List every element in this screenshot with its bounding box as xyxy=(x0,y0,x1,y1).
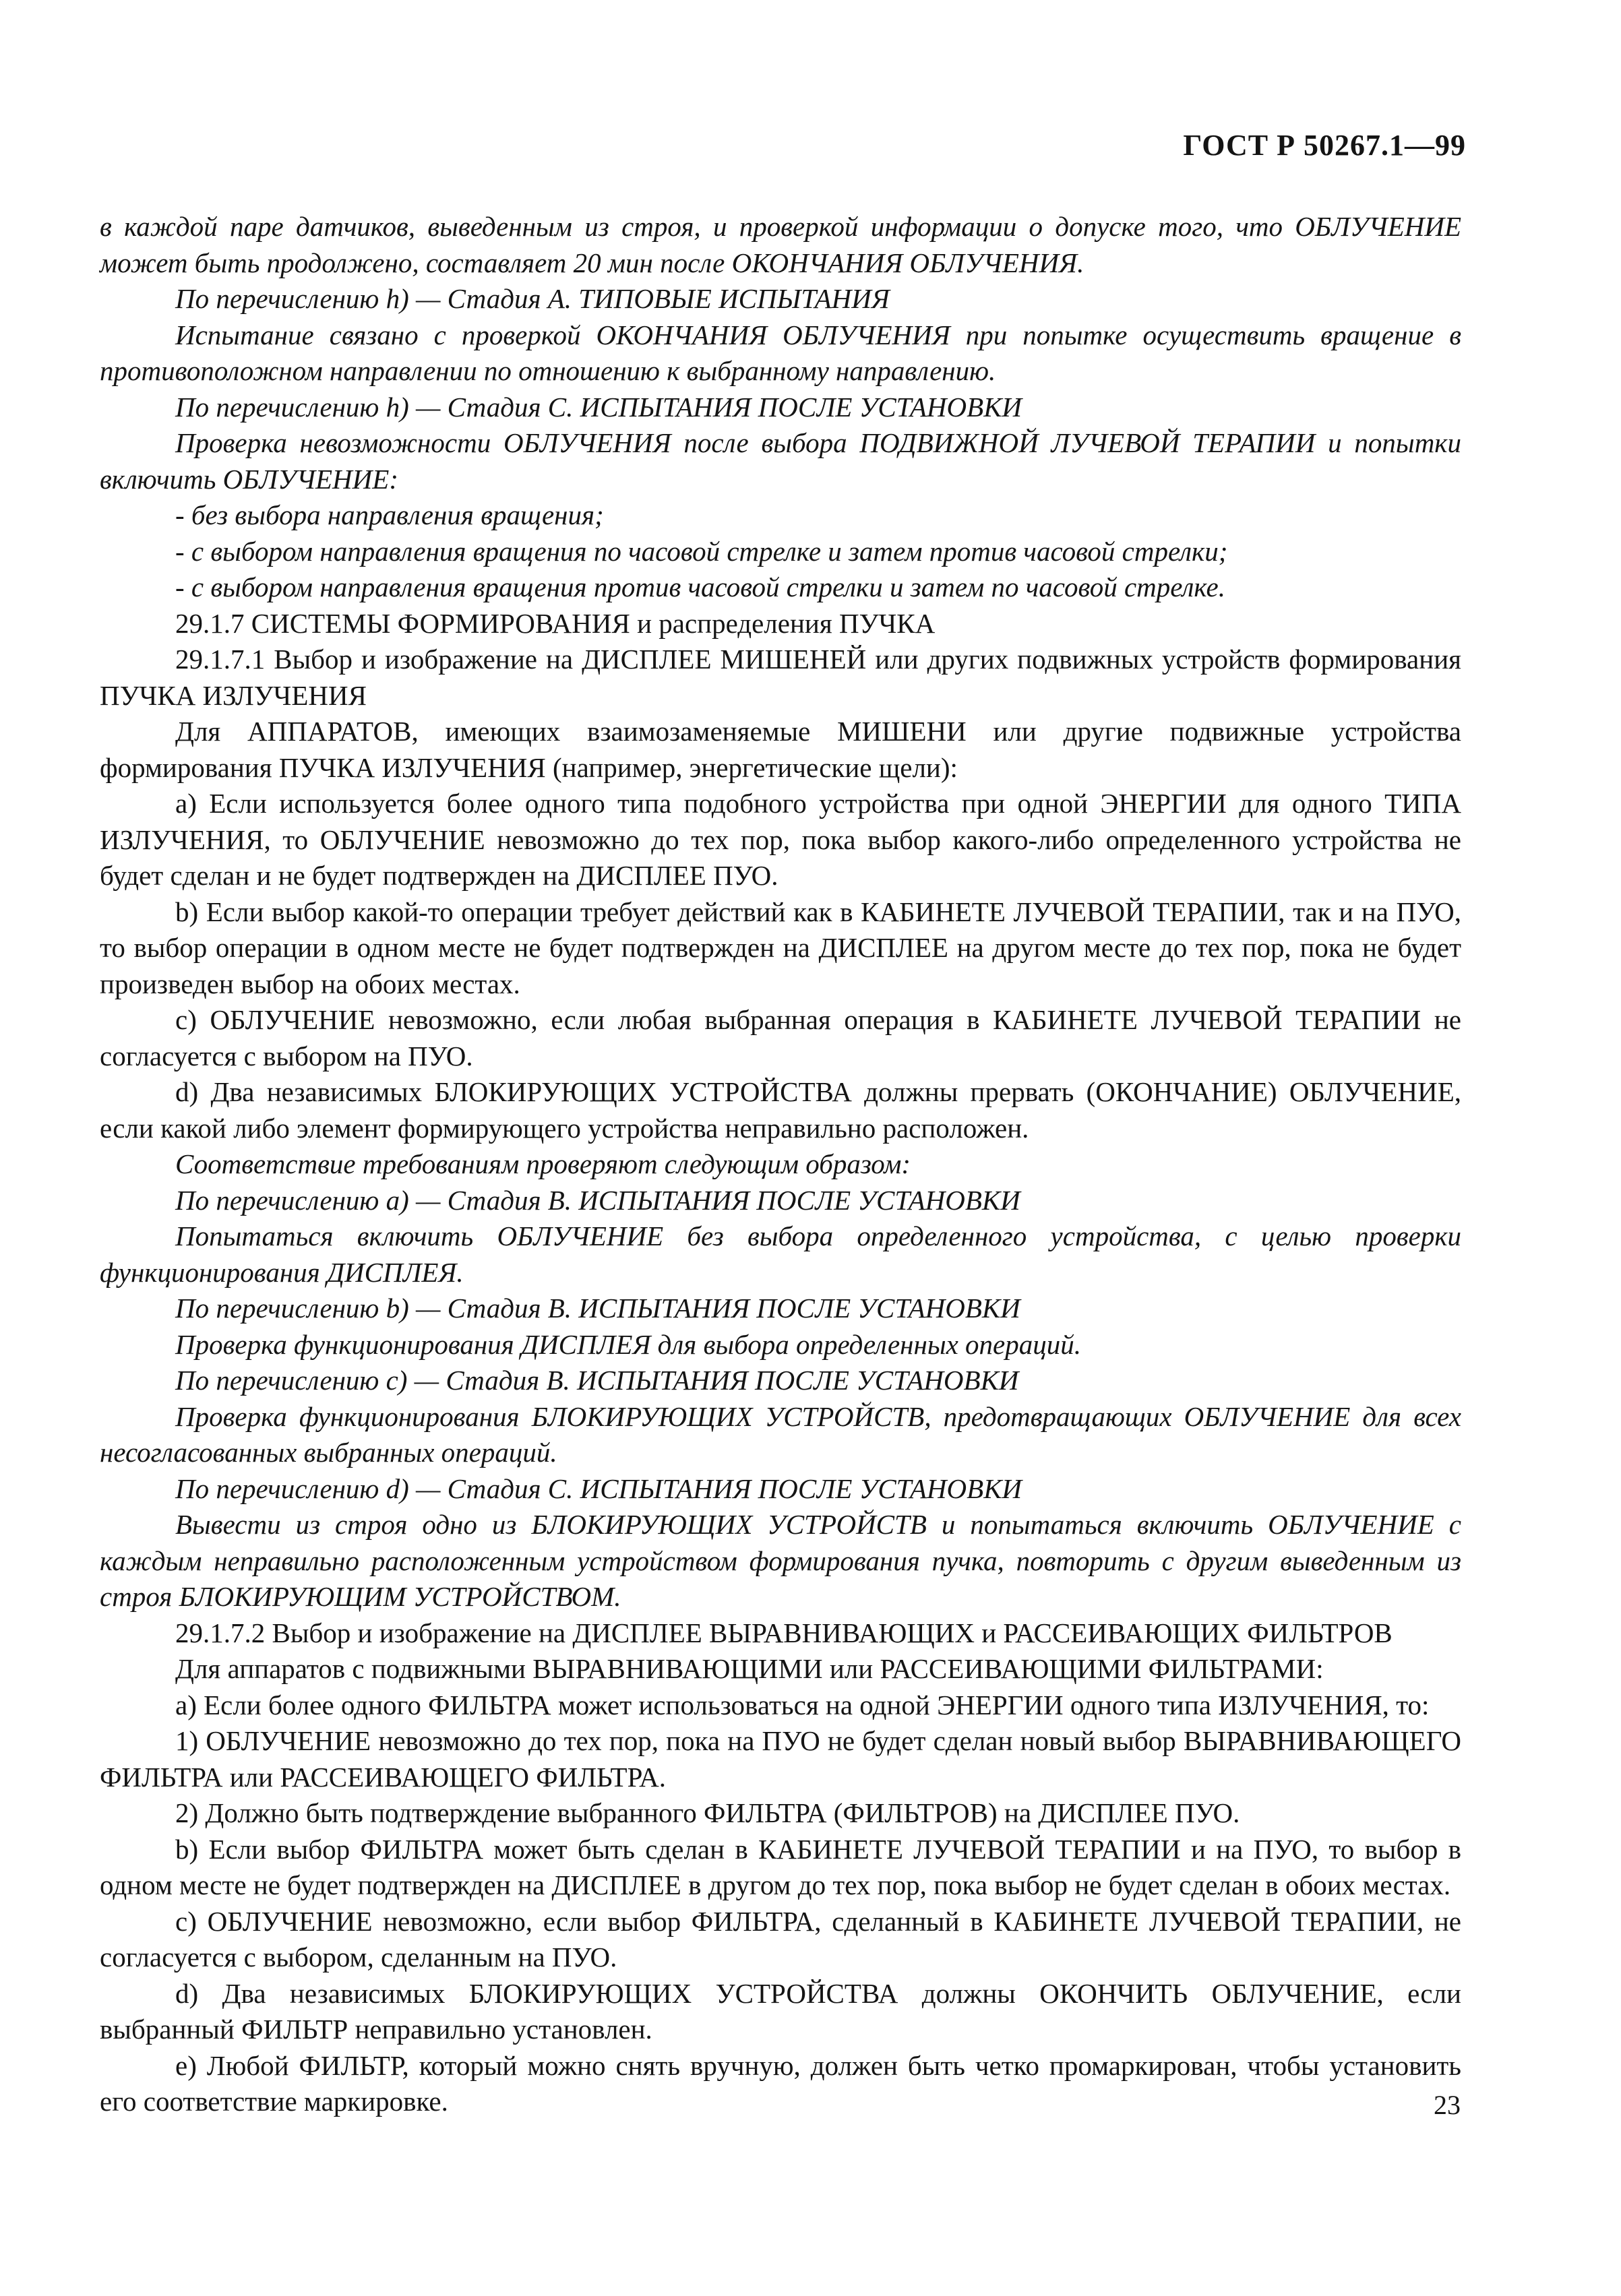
paragraph: Попытаться включить ОБЛУЧЕНИЕ без выбора определенного устройства, с целью проверки функционирования ДИСПЛЕЯ. xyxy=(100,1220,1461,1288)
paragraph: По перечислению а) — Стадия В. ИСПЫТАНИЯ ПОСЛЕ УСТАНОВКИ xyxy=(175,1184,1020,1216)
document-body xyxy=(100,209,1461,2120)
paragraph: Проверка функционирования ДИСПЛЕЯ для выбора определенных операций. xyxy=(175,1328,1081,1360)
paragraph: b) Если выбор ФИЛЬТРА может быть сделан в КАБИНЕТЕ ЛУЧЕВОЙ ТЕРАПИИ и на ПУО, то выбор в одном месте не будет подтвержден на ДИСПЛЕЕ в другом до тех пор, пока выбор не будет сделан в обоих местах. xyxy=(100,1833,1461,1900)
paragraph: По перечислению h) — Стадия А. ТИПОВЫЕ ИСПЫТАНИЯ xyxy=(175,283,890,314)
paragraph: По перечислению b) — Стадия В. ИСПЫТАНИЯ ПОСЛЕ УСТАНОВКИ xyxy=(175,1293,1020,1324)
paragraph: 29.1.7.1 Выбор и изображение на ДИСПЛЕЕ МИШЕНЕЙ или других подвижных устройств формирования ПУЧКА ИЗЛУЧЕНИЯ xyxy=(100,644,1461,711)
paragraph: Испытание связано с проверкой ОКОНЧАНИЯ ОБЛУЧЕНИЯ при попытке осуществить вращение в противоположном направлении по отношению к выбранному направлению. xyxy=(100,319,1461,386)
paragraph: d) Два независимых БЛОКИРУЮЩИХ УСТРОЙСТВА должны прервать (ОКОНЧАНИЕ) ОБЛУЧЕНИЕ, если какой либо элемент формирующего устройства неправильно расположен. xyxy=(100,1076,1461,1144)
paragraph: а) Если более одного ФИЛЬТРА может использоваться на одной ЭНЕРГИИ одного типа ИЗЛУЧЕНИЯ, то: xyxy=(175,1689,1430,1720)
paragraph: 1) ОБЛУЧЕНИЕ невозможно до тех пор, пока на ПУО не будет сделан новый выбор ВЫРАВНИВАЮЩЕГО ФИЛЬТРА или РАССЕИВАЮЩЕГО ФИЛЬТРА. xyxy=(100,1725,1461,1793)
page-number: 23 xyxy=(1434,2090,1461,2120)
paragraph: - с выбором направления вращения против часовой стрелки и затем по часовой стрелке. xyxy=(175,571,1225,602)
paragraph: b) Если выбор какой-то операции требует действий как в КАБИНЕТЕ ЛУЧЕВОЙ ТЕРАПИИ, так и на ПУО, то выбор операции в одном месте не будет подтвержден на ДИСПЛЕЕ на другом месте до тех пор, пока не будет произведен выбор на обоих местах. xyxy=(100,896,1461,999)
paragraph: Соответствие требованиям проверяют следующим образом: xyxy=(175,1148,911,1179)
paragraph: По перечислению с) — Стадия В. ИСПЫТАНИЯ ПОСЛЕ УСТАНОВКИ xyxy=(175,1365,1019,1396)
paragraph: Для АППАРАТОВ, имеющих взаимозаменяемые МИШЕНИ или другие подвижные устройства формирования ПУЧКА ИЗЛУЧЕНИЯ (например, энергетические щели): xyxy=(100,716,1461,783)
paragraph: d) Два независимых БЛОКИРУЮЩИХ УСТРОЙСТВА должны ОКОНЧИТЬ ОБЛУЧЕНИЕ, если выбранный ФИЛЬТР неправильно установлен. xyxy=(100,1977,1461,2045)
paragraph: По перечислению h) — Стадия С. ИСПЫТАНИЯ ПОСЛЕ УСТАНОВКИ xyxy=(175,391,1022,423)
paragraph: а) Если используется более одного типа подобного устройства при одной ЭНЕРГИИ для одного ТИПА ИЗЛУЧЕНИЯ, то ОБЛУЧЕНИЕ невозможно до тех пор, пока выбор какого-либо определенного устройства не будет сделан и не будет подтвержден на ДИСПЛЕЕ ПУО. xyxy=(100,788,1461,891)
paragraph: - с выбором направления вращения по часовой стрелке и затем против часовой стрелки; xyxy=(175,535,1228,567)
paragraph: с) ОБЛУЧЕНИЕ невозможно, если выбор ФИЛЬТРА, сделанный в КАБИНЕТЕ ЛУЧЕВОЙ ТЕРАПИИ, не согласуется с выбором, сделанным на ПУО. xyxy=(100,1905,1461,1973)
paragraph: - без выбора направления вращения; xyxy=(175,499,604,530)
document-header: ГОСТ Р 50267.1—99 xyxy=(1183,129,1466,162)
paragraph: 29.1.7.2 Выбор и изображение на ДИСПЛЕЕ ВЫРАВНИВАЮЩИХ и РАССЕИВАЮЩИХ ФИЛЬТРОВ xyxy=(175,1617,1393,1648)
paragraph: 29.1.7 СИСТЕМЫ ФОРМИРОВАНИЯ и распределения ПУЧКА xyxy=(175,607,936,639)
paragraph: в каждой паре датчиков, выведенным из строя, и проверкой информации о допуске того, что ОБЛУЧЕНИЕ может быть продолжено, составляет 20 мин после ОКОНЧАНИЯ ОБЛУЧЕНИЯ. xyxy=(100,211,1461,278)
paragraph: 2) Должно быть подтверждение выбранного ФИЛЬТРА (ФИЛЬТРОВ) на ДИСПЛЕЕ ПУО. xyxy=(175,1797,1240,1828)
paragraph: с) ОБЛУЧЕНИЕ невозможно, если любая выбранная операция в КАБИНЕТЕ ЛУЧЕВОЙ ТЕРАПИИ не согласуется с выбором на ПУО. xyxy=(100,1004,1461,1072)
paragraph: е) Любой ФИЛЬТР, который можно снять вручную, должен быть четко промаркирован, чтобы установить его соответствие маркировке. xyxy=(100,2049,1461,2117)
paragraph: Проверка функционирования БЛОКИРУЮЩИХ УСТРОЙСТВ, предотвращающих ОБЛУЧЕНИЕ для всех несогласованных выбранных операций. xyxy=(100,1400,1461,1468)
paragraph: По перечислению d) — Стадия С. ИСПЫТАНИЯ ПОСЛЕ УСТАНОВКИ xyxy=(175,1472,1022,1504)
paragraph: Вывести из строя одно из БЛОКИРУЮЩИХ УСТРОЙСТВ и попытаться включить ОБЛУЧЕНИЕ с каждым неправильно расположенным устройством формирования пучка, повторить с другим выведенным из строя БЛОКИРУЮЩИМ УСТРОЙСТВОМ. xyxy=(100,1509,1461,1612)
paragraph: Для аппаратов с подвижными ВЫРАВНИВАЮЩИМИ или РАССЕИВАЮЩИМИ ФИЛЬТРАМИ: xyxy=(175,1653,1324,1684)
paragraph: Проверка невозможности ОБЛУЧЕНИЯ после выбора ПОДВИЖНОЙ ЛУЧЕВОЙ ТЕРАПИИ и попытки включить ОБЛУЧЕНИЕ: xyxy=(100,427,1461,495)
